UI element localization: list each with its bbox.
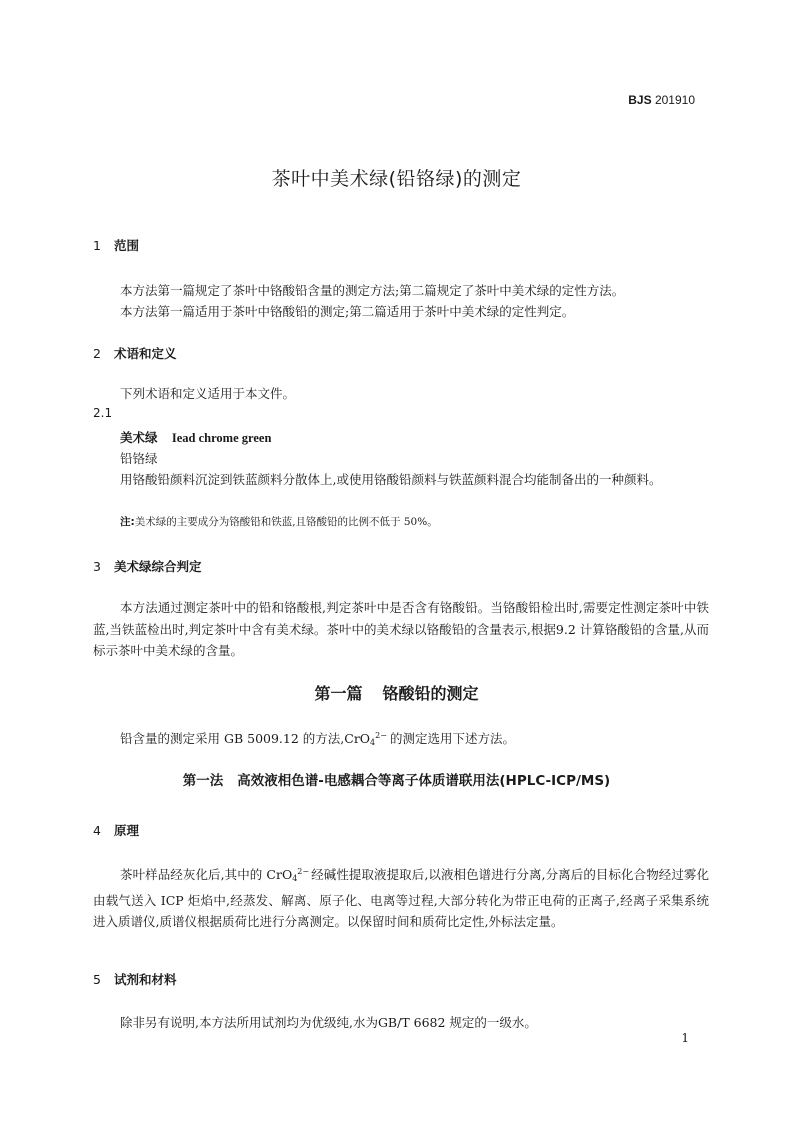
part-1-intro-superscript: 2− — [375, 731, 387, 740]
part-1-title — [0, 681, 793, 704]
section-1-line-2: 本方法第一篇适用于茶叶中铬酸铅的测定;第二篇适用于茶叶中美术绿的定性判定。 — [120, 304, 575, 319]
section-3-number: 3 — [93, 559, 101, 574]
method-1-label: 第一法 — [182, 773, 224, 789]
part-1-intro-subscript: 4 — [370, 738, 376, 747]
term-name-zh: 美术绿 — [120, 430, 158, 445]
term-definition: 用铬酸铅颜料沉淀到铁蓝颜料分散体上,或使用铬酸铅颜料与铁蓝颜料混合均能制备出的一种颜料。 — [120, 472, 662, 487]
part-1-label: 第一篇 — [314, 684, 363, 703]
term-note — [120, 514, 438, 529]
part-1-intro-b: 的测定选用下述方法。 — [389, 731, 515, 746]
term-name — [120, 428, 271, 446]
part-1-intro — [120, 725, 515, 754]
section-4-superscript: 2− — [297, 867, 310, 876]
section-4-number: 4 — [93, 823, 101, 838]
method-1-name: 高效液相色谱-电感耦合等离子体质谱联用法(HPLC-ICP/MS) — [237, 773, 611, 789]
term-note-text: 美术绿的主要成分为铬酸铅和铁蓝,且铬酸铅的比例不低于 50%。 — [134, 516, 438, 528]
page-title: 茶叶中美术绿(铅铬绿)的测定 — [271, 168, 522, 190]
section-4-subscript: 4 — [292, 874, 298, 883]
section-3-text: 本方法通过测定茶叶中的铅和铬酸根,判定茶叶中是否含有铬酸铅。当铬酸铅检出时,需要定性测定茶叶中铁蓝,当铁蓝检出时,判定茶叶中含有美术绿。茶叶中的美术绿以铬酸铅的含量表示,根据9.2 计算铬酸铅的含量,从而标示茶叶中美术绿的含量。 — [93, 600, 709, 658]
term-synonym: 铅铬绿 — [120, 451, 158, 466]
section-2-intro: 下列术语和定义适用于本文件。 — [120, 386, 296, 401]
section-5-number: 5 — [93, 972, 101, 987]
section-5-heading — [93, 970, 177, 988]
method-1-title — [0, 769, 793, 789]
term-note-label: 注: — [120, 516, 135, 528]
section-1-title: 范围 — [114, 238, 140, 253]
section-1-heading — [93, 236, 139, 254]
section-5-text: 除非另有说明,本方法所用试剂均为优级纯,水为GB/T 6682 规定的一级水。 — [120, 1015, 537, 1030]
section-1-line-1: 本方法第一篇规定了茶叶中铬酸铅含量的测定方法;第二篇规定了茶叶中美术绿的定性方法。 — [120, 283, 625, 298]
section-3-title: 美术绿综合判定 — [114, 559, 202, 574]
document-code — [628, 93, 695, 107]
section-1-number: 1 — [93, 238, 101, 253]
part-1-name: 铬酸铅的测定 — [382, 684, 479, 703]
section-4-text-b: 经碱性提取液提取后,以液相色谱进行分离,分离后的目标化合物经过雾化由载气送入 ICP 炬焰中,经蒸发、解离、原子化、电离等过程,大部分转化为带正电荷的正离子,经离子采集系统进入质谱仪,质谱仪根据质荷比进行分离测定。以保留时间和质荷比定性,外标法定量。 — [93, 867, 709, 929]
section-5-title: 试剂和材料 — [114, 972, 177, 987]
part-1-intro-a: 铅含量的测定采用 GB 5009.12 的方法,CrO — [120, 731, 371, 746]
document-code-prefix: BJS — [628, 93, 652, 107]
term-name-en: Iead chrome green — [171, 431, 272, 445]
document-code-number: 201910 — [654, 93, 695, 107]
section-2-title: 术语和定义 — [114, 346, 177, 361]
section-4-title: 原理 — [114, 823, 140, 838]
page-number: 1 — [681, 1031, 689, 1045]
section-2-heading — [93, 344, 177, 362]
section-3-heading — [93, 557, 202, 575]
section-4-text — [93, 861, 709, 933]
section-4-heading — [93, 821, 139, 839]
term-number: 2.1 — [93, 406, 113, 420]
section-4-text-a: 茶叶样品经灰化后,其中的 CrO — [120, 867, 293, 882]
section-2-number: 2 — [93, 346, 101, 361]
